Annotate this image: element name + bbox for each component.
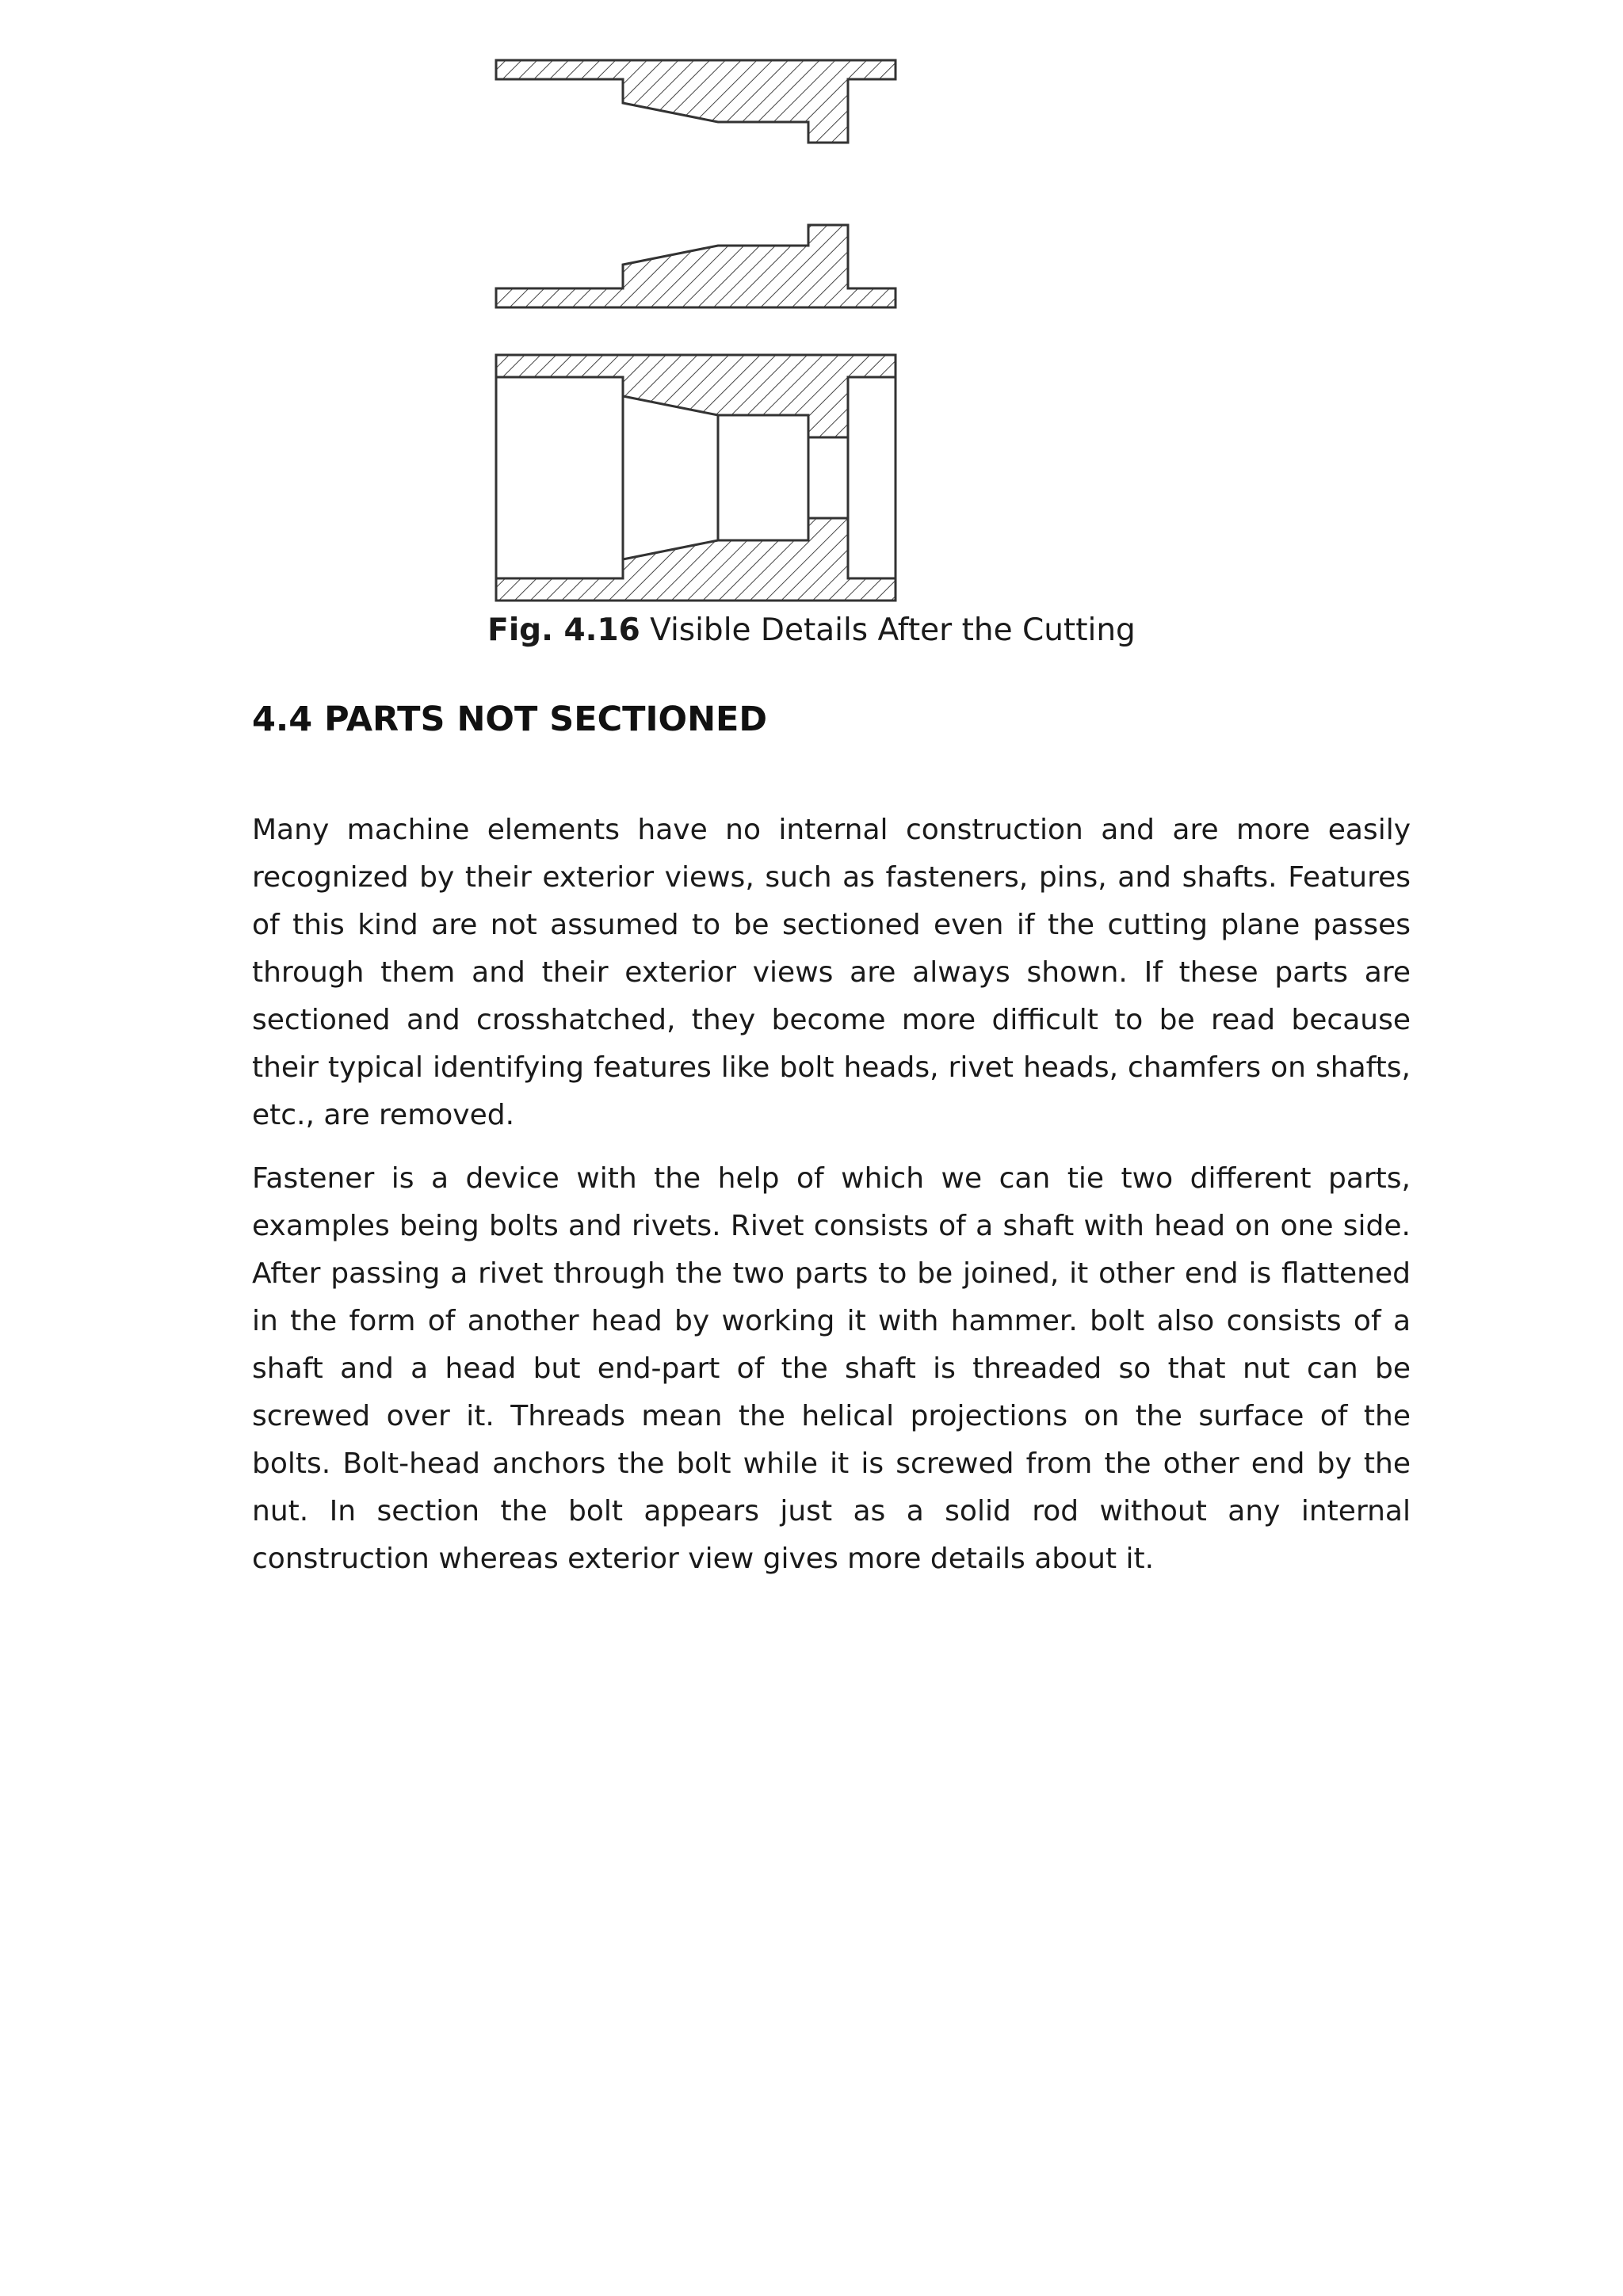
lower-half-section xyxy=(496,225,896,307)
figure-caption-text: Visible Details After the Cutting xyxy=(650,612,1136,648)
figure-caption xyxy=(0,608,1623,653)
full-section-bottom-wall xyxy=(496,518,896,601)
full-section-top-wall xyxy=(496,355,896,437)
figure-number: Fig. 4.16 xyxy=(487,612,640,648)
cross-section-drawing xyxy=(483,51,911,605)
paragraph-parts-not-sectioned: Many machine elements have no internal construction and are more easily recognized by their exterior views, such as fasteners, pins, and shafts. Features of this kind are not assumed to be sectioned even if the cutting plane passes through them and their exterior views are always shown. If these parts are sectioned and crosshatched, they become more difficult to be read because their typical identifying features like bolt heads, rivet heads, chamfers on shafts, etc., are removed. xyxy=(252,814,1411,1131)
upper-half-section xyxy=(496,60,896,143)
section-heading: 4.4 PARTS NOT SECTIONED xyxy=(252,700,768,739)
full-section-view xyxy=(496,355,896,601)
paragraph-fasteners: Fastener is a device with the help of which we can tie two different parts, examples being bolts and rivets. Rivet consists of a shaft with head on one side. After passing a rivet through the two parts to be joined, it other end is flattened in the form of another head by working it with hammer. bolt also consists of a shaft and a head but end-part of the shaft is threaded so that nut can be screwed over it. Threads mean the helical projections on the surface of the bolts. Bolt-head anchors the bolt while it is screwed from the other end by the nut. In section the bolt appears just as a solid rod without any internal construction whereas exterior view gives more details about it. xyxy=(252,1162,1411,1575)
section-drawing-figure xyxy=(483,51,911,605)
